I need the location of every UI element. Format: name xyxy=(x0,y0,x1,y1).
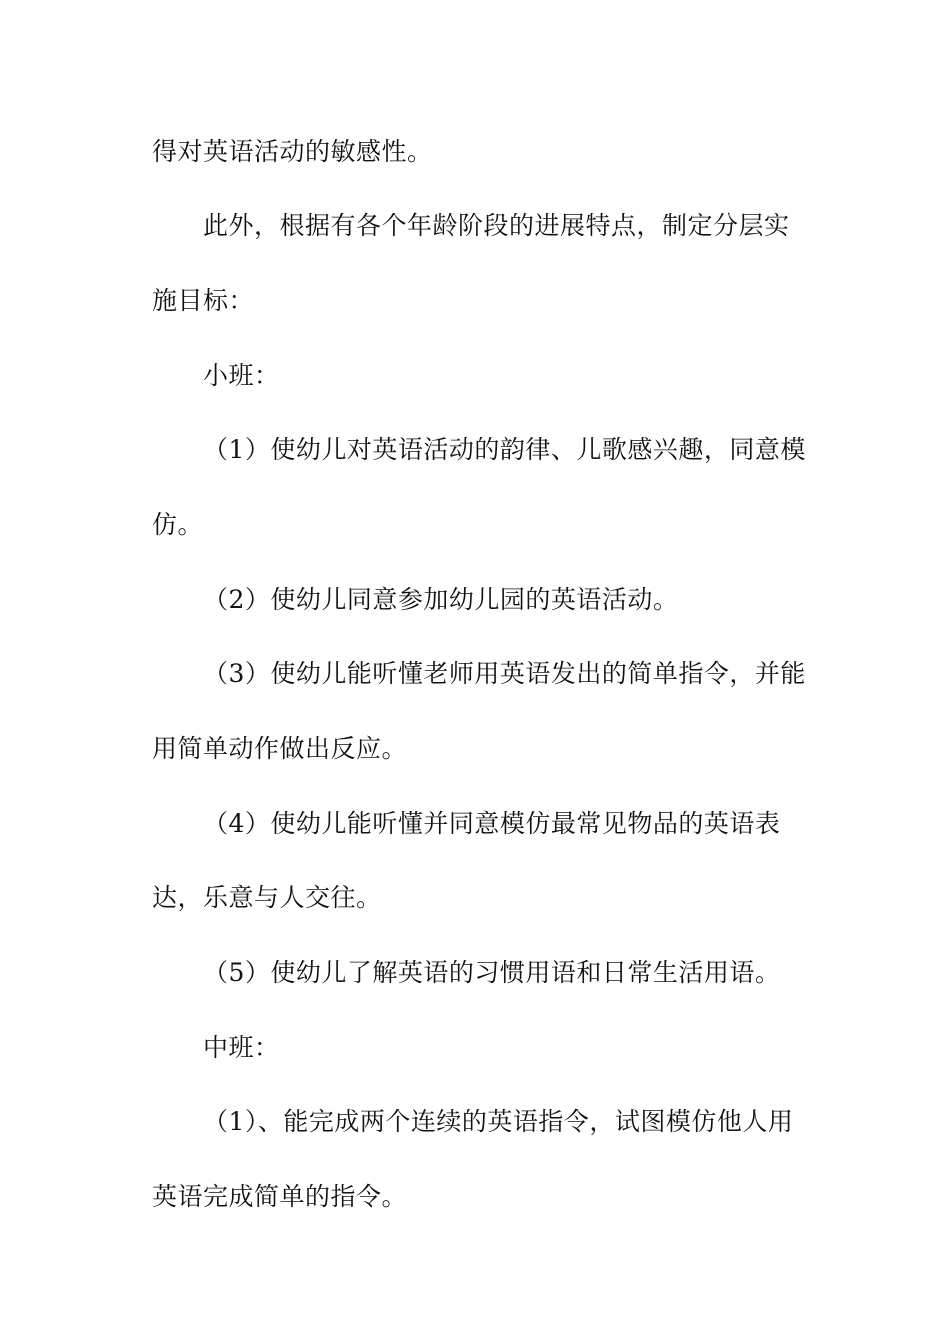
list-item-line: （2）使幼儿同意参加幼儿园的英语活动。 xyxy=(203,585,679,614)
paragraph-line-2: 此外，根据有各个年龄阶段的进展特点，制定分层实 xyxy=(203,211,790,240)
section-heading-small-class: 小班： xyxy=(203,361,280,390)
list-item-line: 英语完成简单的指令。 xyxy=(152,1182,408,1211)
list-item-line: 用简单动作做出反应。 xyxy=(152,734,408,763)
paragraph-line-3: 施目标： xyxy=(152,286,255,315)
list-item-line: 达，乐意与人交往。 xyxy=(152,883,382,912)
list-item-line: 仿。 xyxy=(152,510,204,539)
list-item-line: （1）、能完成两个连续的英语指令，试图模仿他人用 xyxy=(203,1107,794,1136)
list-item-line: （4）使幼儿能听懂并同意模仿最常见物品的英语表 xyxy=(203,809,781,838)
list-item-line: （5）使幼儿了解英语的习惯用语和日常生活用语。 xyxy=(203,958,781,987)
list-item-line: （1）使幼儿对英语活动的韵律、儿歌感兴趣，同意模 xyxy=(203,435,806,464)
paragraph-line-1: 得对英语活动的敏感性。 xyxy=(152,137,433,166)
list-item-line: （3）使幼儿能听懂老师用英语发出的简单指令，并能 xyxy=(203,659,806,688)
section-heading-middle-class: 中班： xyxy=(203,1033,280,1062)
